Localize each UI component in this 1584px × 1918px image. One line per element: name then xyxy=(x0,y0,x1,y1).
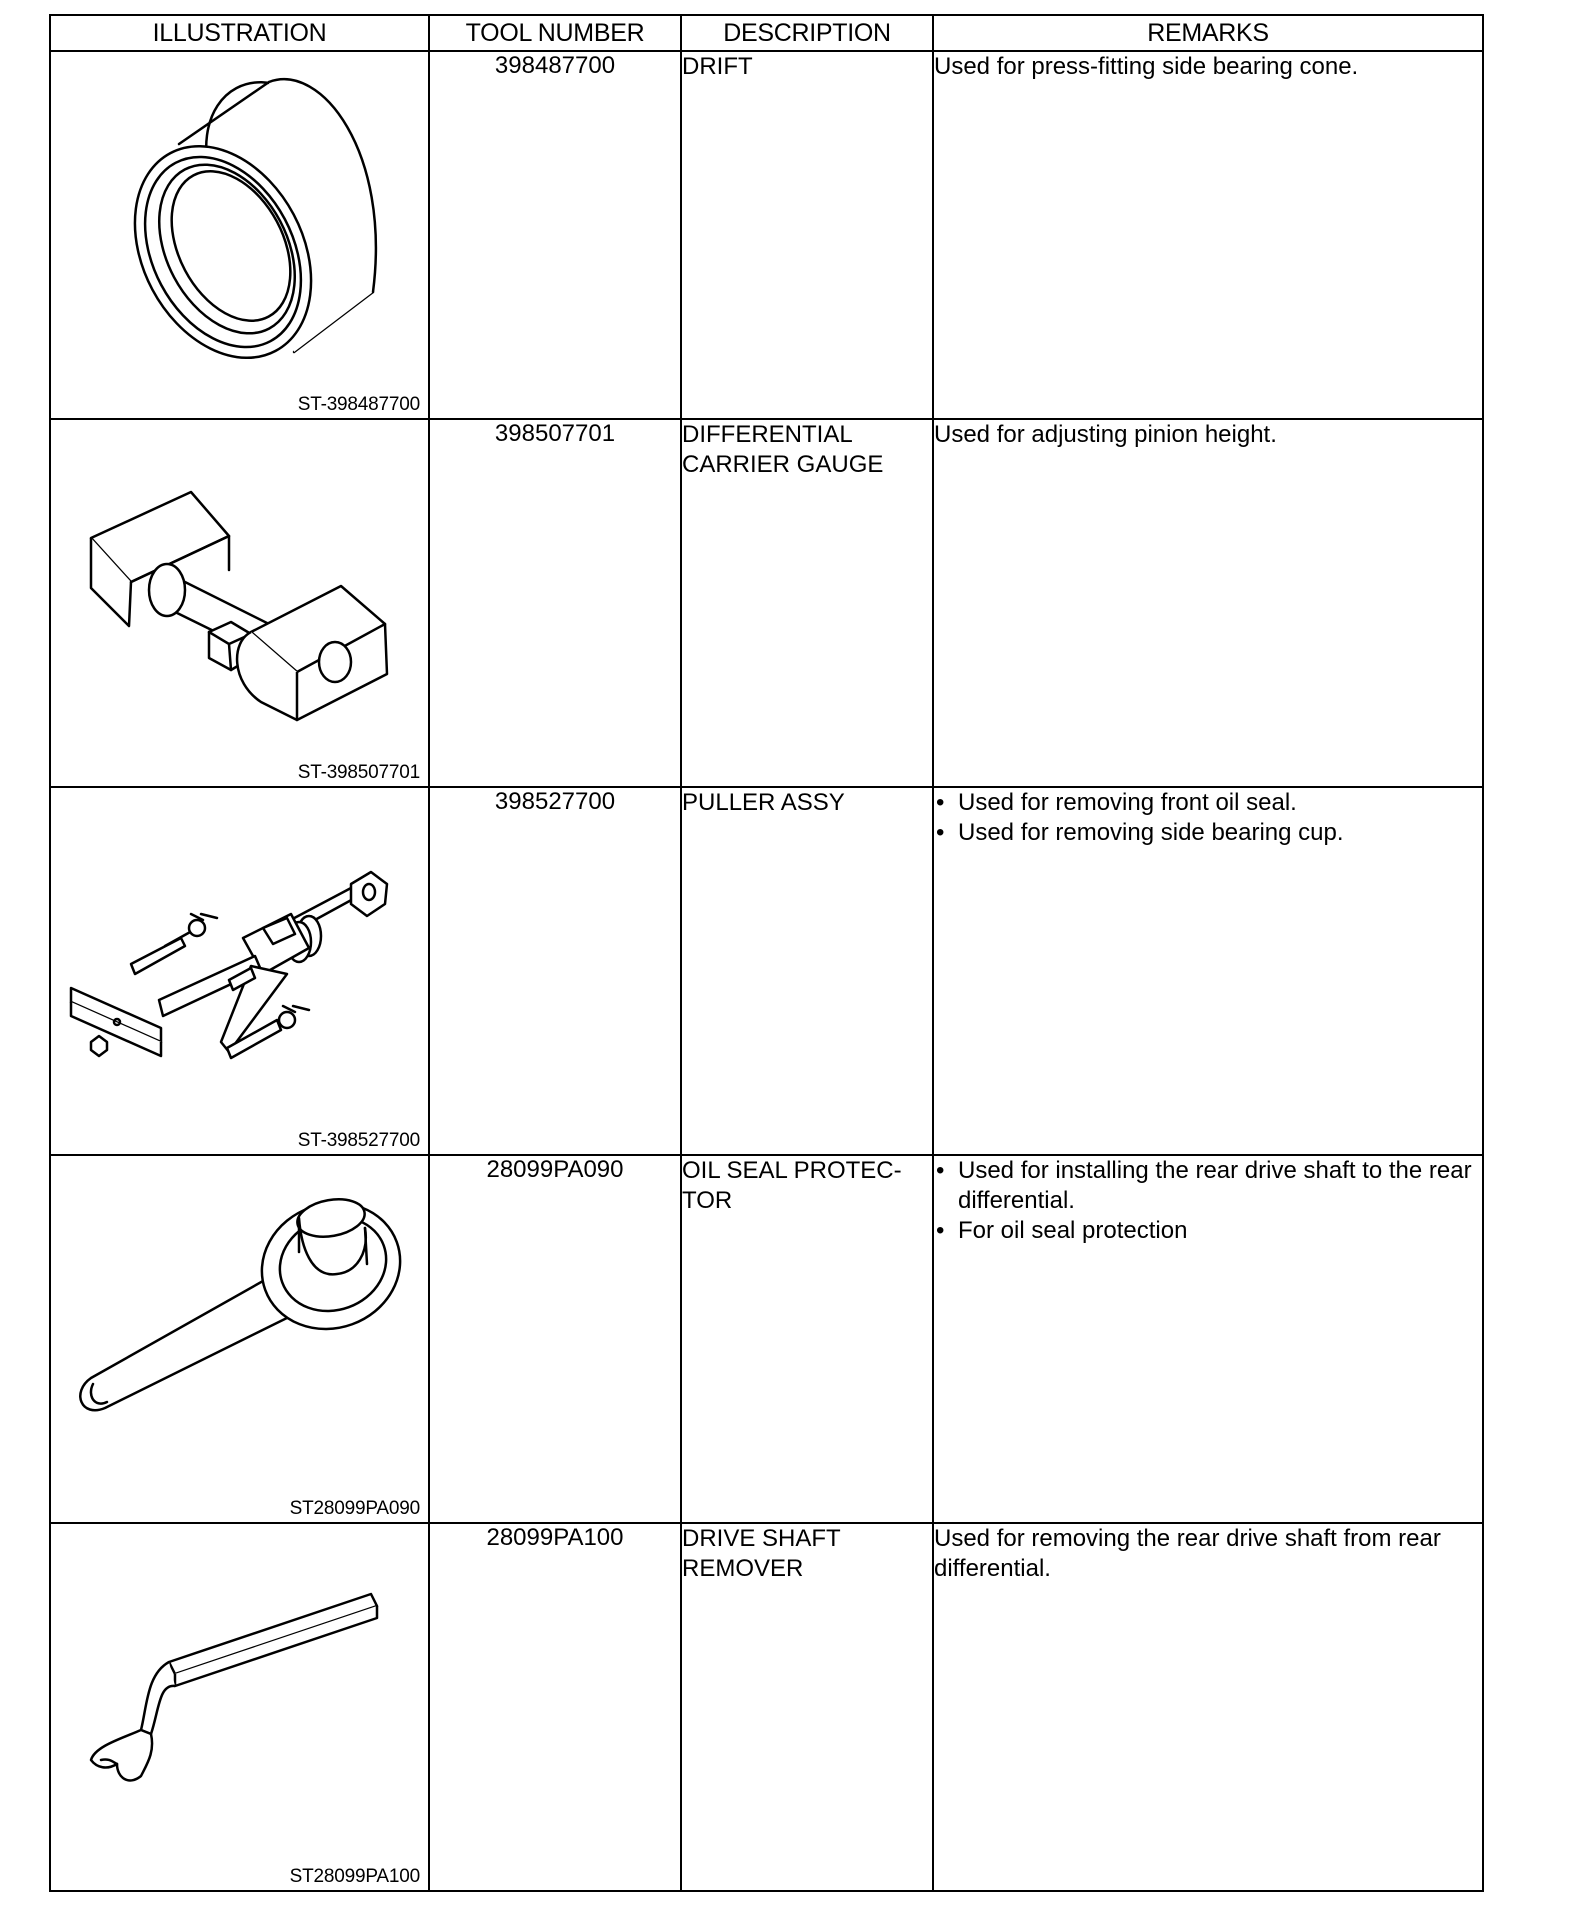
remarks-cell xyxy=(933,51,1483,419)
tool-number-cell: 28099PA100 xyxy=(429,1523,681,1891)
description-cell: OIL SEAL PROTEC- TOR xyxy=(681,1155,933,1523)
illustration-caption: ST-398487700 xyxy=(297,394,420,415)
drive-shaft-remover-icon xyxy=(51,1524,430,1890)
table-row xyxy=(50,419,1483,787)
illustration-cell xyxy=(50,787,429,1155)
table-row xyxy=(50,51,1483,419)
drift-icon xyxy=(51,52,430,418)
remarks-cell xyxy=(933,1523,1483,1891)
table-row xyxy=(50,1155,1483,1523)
remarks-bullet: • For oil seal protection xyxy=(934,1216,1482,1246)
header-illustration: ILLUSTRATION xyxy=(50,15,429,51)
remarks-bullet: • Used for removing side bearing cup. xyxy=(934,818,1482,848)
header-remarks: REMARKS xyxy=(933,15,1483,51)
illustration-caption: ST28099PA100 xyxy=(289,1866,420,1887)
table-row xyxy=(50,1523,1483,1891)
carrier-gauge-icon xyxy=(51,420,430,786)
illustration-cell xyxy=(50,419,429,787)
remarks-list xyxy=(934,788,1482,848)
illustration-caption: ST28099PA090 xyxy=(289,1498,420,1519)
remarks-cell xyxy=(933,787,1483,1155)
remarks-text: Used for press-fitting side bearing cone. xyxy=(934,53,1359,80)
remarks-text: Used for removing the rear drive shaft from rear differential. xyxy=(934,1525,1441,1582)
table-row xyxy=(50,787,1483,1155)
illustration-caption: ST-398527700 xyxy=(297,1130,420,1151)
oil-seal-protector-icon xyxy=(51,1156,430,1522)
header-description: DESCRIPTION xyxy=(681,15,933,51)
illustration-cell xyxy=(50,1155,429,1523)
remarks-text: Used for adjusting pinion height. xyxy=(934,421,1277,448)
remarks-list xyxy=(934,1156,1482,1246)
tool-number-cell: 398507701 xyxy=(429,419,681,787)
illustration-cell xyxy=(50,51,429,419)
description-cell: DIFFERENTIAL CARRIER GAUGE xyxy=(681,419,933,787)
description-cell: PULLER ASSY xyxy=(681,787,933,1155)
illustration-caption: ST-398507701 xyxy=(297,762,420,783)
puller-assy-icon xyxy=(51,788,430,1154)
description-cell: DRIFT xyxy=(681,51,933,419)
header-tool-number: TOOL NUMBER xyxy=(429,15,681,51)
remarks-bullet: • Used for installing the rear drive shaft to the rear differential. xyxy=(934,1156,1482,1216)
remarks-cell xyxy=(933,419,1483,787)
description-cell: DRIVE SHAFT REMOVER xyxy=(681,1523,933,1891)
table-header-row xyxy=(50,15,1483,51)
tool-number-cell: 398527700 xyxy=(429,787,681,1155)
remarks-bullet: • Used for removing front oil seal. xyxy=(934,788,1482,818)
tool-number-cell: 398487700 xyxy=(429,51,681,419)
tool-number-cell: 28099PA090 xyxy=(429,1155,681,1523)
remarks-cell xyxy=(933,1155,1483,1523)
illustration-cell xyxy=(50,1523,429,1891)
special-tools-table xyxy=(49,14,1484,1892)
